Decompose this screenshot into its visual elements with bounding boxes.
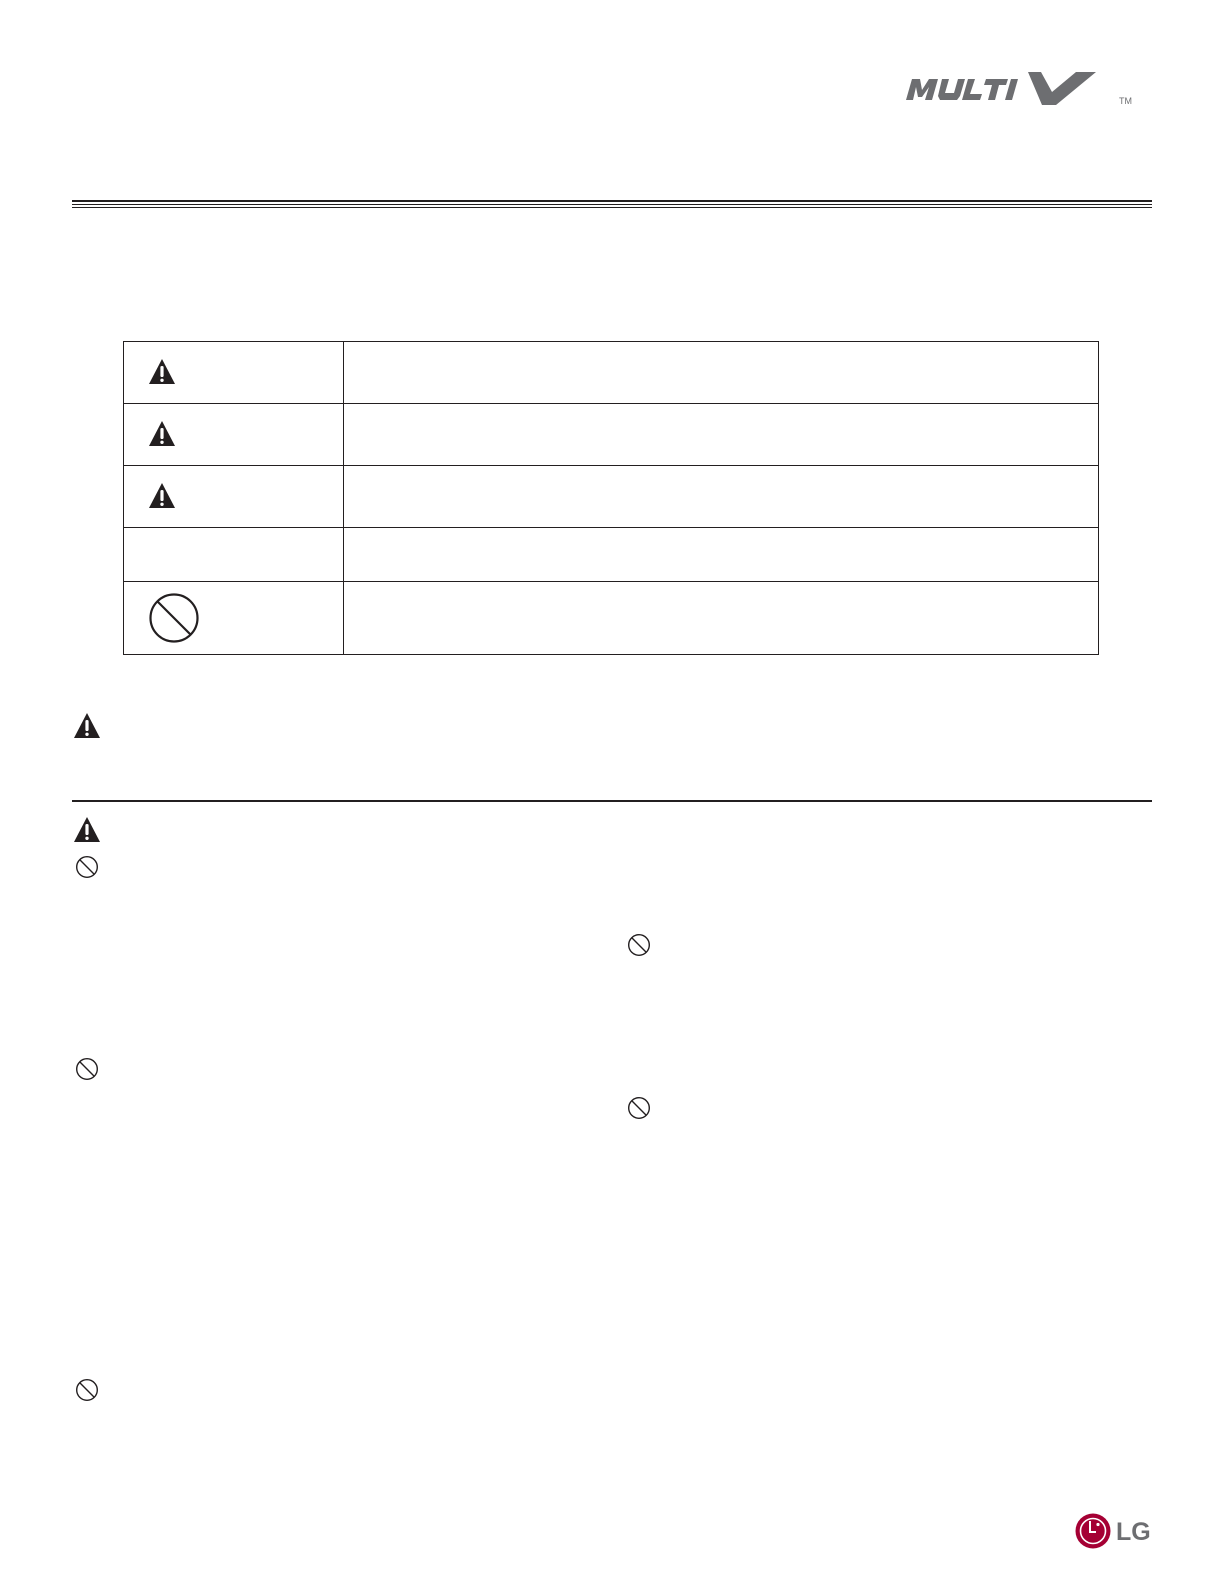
- warning-triangle-icon: [148, 420, 176, 448]
- prohibition-icon: [75, 855, 99, 879]
- warning-triangle-icon: [72, 816, 102, 844]
- header-rule: [72, 200, 1152, 202]
- header-rule: [72, 204, 1152, 205]
- section-divider: [72, 800, 1152, 802]
- symbol-cell: [124, 466, 344, 527]
- header-rule: [72, 207, 1152, 208]
- symbol-row: [124, 528, 1098, 582]
- symbol-cell: [124, 342, 344, 403]
- prohibition-icon: [75, 1378, 99, 1402]
- prohibition-icon: [75, 1057, 99, 1081]
- symbol-row: [124, 342, 1098, 404]
- symbol-row: [124, 466, 1098, 528]
- lg-wordmark: LG: [1116, 1518, 1151, 1546]
- description-cell: [344, 582, 1098, 654]
- warning-triangle-icon: [72, 712, 102, 740]
- symbol-cell: [124, 404, 344, 465]
- description-cell: [344, 404, 1098, 465]
- prohibition-icon: [627, 1096, 651, 1120]
- warning-triangle-icon: [148, 482, 176, 510]
- description-cell: [344, 466, 1098, 527]
- lg-logo: [1074, 1512, 1154, 1550]
- symbol-cell: [124, 582, 344, 654]
- description-cell: [344, 528, 1098, 581]
- prohibition-icon: [627, 933, 651, 957]
- description-cell: [344, 342, 1098, 403]
- multi-v-logo: [902, 70, 1155, 106]
- prohibition-icon: [148, 592, 200, 644]
- symbol-row: [124, 404, 1098, 466]
- symbol-row: [124, 582, 1098, 654]
- safety-symbol-table: [123, 341, 1099, 655]
- symbol-cell: [124, 528, 344, 581]
- warning-triangle-icon: [148, 358, 176, 386]
- trademark-mark: TM: [1119, 96, 1132, 106]
